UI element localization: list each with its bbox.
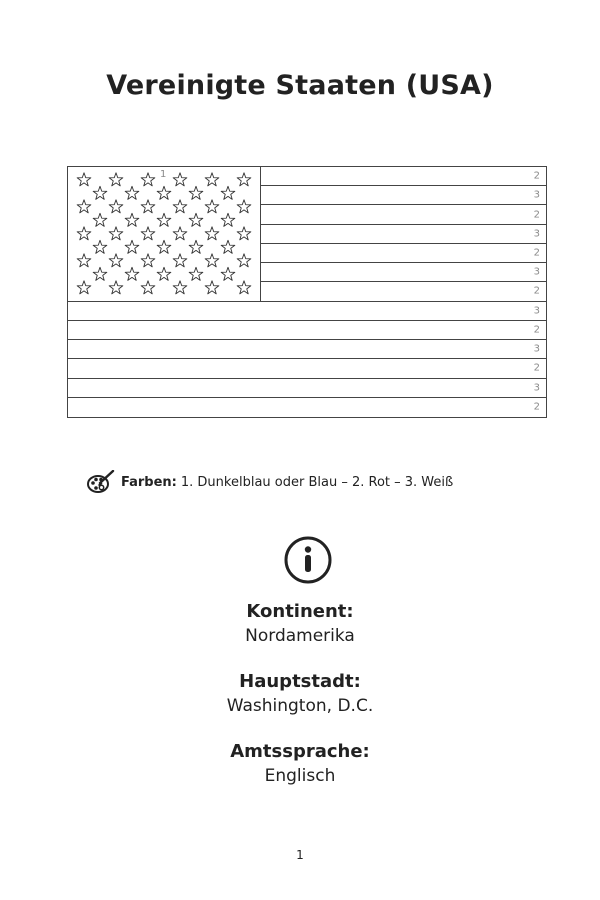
- palette-brush-icon: [87, 470, 115, 494]
- star: [205, 200, 219, 213]
- stripe-color-number: 2: [533, 401, 540, 413]
- star: [221, 213, 235, 226]
- fact-continent: [0, 600, 600, 670]
- star: [125, 267, 139, 280]
- star: [141, 227, 155, 240]
- star: [221, 240, 235, 253]
- star: [189, 213, 203, 226]
- star: [237, 173, 251, 186]
- stripe-color-number: 2: [533, 324, 540, 336]
- legend-text: 1. Dunkelblau oder Blau – 2. Rot – 3. Weiß: [180, 474, 454, 490]
- star: [141, 173, 155, 186]
- star: [125, 186, 139, 199]
- stripe-color-number: 3: [533, 189, 540, 201]
- star: [157, 267, 171, 280]
- stripe-color-number: 3: [533, 305, 540, 317]
- star: [189, 186, 203, 199]
- star: [173, 200, 187, 213]
- flag-stripe: [68, 340, 546, 359]
- star: [221, 267, 235, 280]
- star: [77, 227, 91, 240]
- flag-stripe: [68, 398, 546, 417]
- stars-field: [68, 167, 260, 301]
- fact-label: Amtssprache:: [230, 741, 370, 762]
- flag-stripe: [68, 302, 546, 321]
- star: [173, 227, 187, 240]
- star: [173, 254, 187, 267]
- star: [93, 240, 107, 253]
- stripe-color-number: 3: [533, 228, 540, 240]
- star: [77, 254, 91, 267]
- star: [125, 213, 139, 226]
- star: [109, 200, 123, 213]
- star: [141, 200, 155, 213]
- fact-language: [0, 740, 600, 810]
- star: [237, 200, 251, 213]
- star: [237, 254, 251, 267]
- star: [77, 173, 91, 186]
- star: [189, 267, 203, 280]
- star: [237, 227, 251, 240]
- star: [109, 254, 123, 267]
- star: [125, 240, 139, 253]
- stripe-color-number: 3: [533, 343, 540, 355]
- stripe-color-number: 2: [533, 247, 540, 259]
- canton-color-number: 1: [160, 169, 167, 180]
- star: [93, 186, 107, 199]
- star: [157, 240, 171, 253]
- star: [109, 227, 123, 240]
- star: [141, 254, 155, 267]
- color-legend: [87, 470, 453, 494]
- stripe-color-number: 3: [533, 382, 540, 394]
- star: [173, 281, 187, 294]
- legend-label: Farben:: [121, 474, 177, 490]
- star: [237, 281, 251, 294]
- stripe-color-number: 2: [533, 285, 540, 297]
- star: [141, 281, 155, 294]
- stripe-color-number: 2: [533, 170, 540, 182]
- info-icon: [284, 536, 332, 584]
- star: [109, 281, 123, 294]
- star: [93, 213, 107, 226]
- star: [205, 254, 219, 267]
- star: [157, 186, 171, 199]
- page-title: Vereinigte Staaten (USA): [106, 70, 494, 101]
- stripe-color-number: 2: [533, 209, 540, 221]
- star: [77, 200, 91, 213]
- flag-canton: [68, 167, 261, 302]
- fact-value: Washington, D.C.: [226, 696, 374, 716]
- flag-stripe: [68, 359, 546, 378]
- flag-stripe: [68, 379, 546, 398]
- fact-value: Nordamerika: [245, 626, 355, 646]
- star: [205, 281, 219, 294]
- stripe-color-number: 2: [533, 362, 540, 374]
- star: [173, 173, 187, 186]
- fact-value: Englisch: [264, 766, 336, 786]
- star: [77, 281, 91, 294]
- star: [189, 240, 203, 253]
- fact-capital: [0, 670, 600, 740]
- fact-label: Kontinent:: [246, 601, 354, 622]
- flag-coloring-outline: [67, 166, 547, 418]
- fact-label: Hauptstadt:: [239, 671, 361, 692]
- star: [109, 173, 123, 186]
- star: [221, 186, 235, 199]
- star: [93, 267, 107, 280]
- stripe-color-number: 3: [533, 266, 540, 278]
- country-facts: [0, 600, 600, 810]
- page-number: 1: [296, 848, 304, 862]
- flag-stripe: [68, 321, 546, 340]
- star: [157, 213, 171, 226]
- star: [205, 173, 219, 186]
- star: [205, 227, 219, 240]
